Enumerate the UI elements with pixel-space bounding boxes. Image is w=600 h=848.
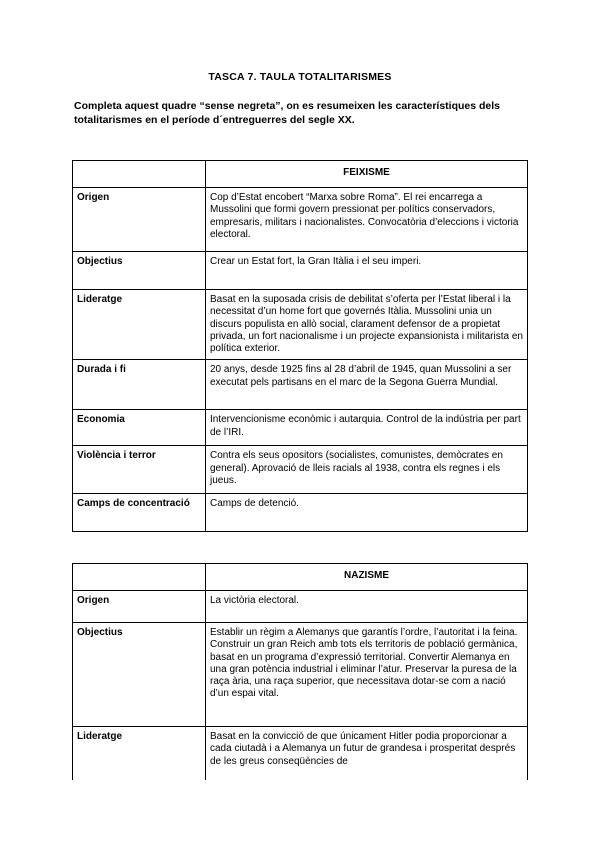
table-row [73,252,528,290]
row-text: Crear un Estat fort, la Gran Itàlia i el seu imperi. [206,252,528,290]
row-text: La victòria electoral. [206,591,528,623]
table-row [73,188,528,252]
table-row [73,727,528,787]
row-label: Origen [73,591,206,623]
table-row [73,290,528,360]
table-row [73,360,528,410]
table-header-row [73,564,528,591]
page-title: TASCA 7. TAULA TOTALITARISMES [208,71,392,83]
row-text: Intervencionisme econòmic i autarquia. Control de la indústria per part de l’IRI. [206,410,528,446]
table-row [73,494,528,532]
table-header: FEIXISME [206,161,528,188]
row-text: 20 anys, desde 1925 fins al 28 d’abril de 1945, quan Mussolini a ser executat pels partisans en el marc de la Segona Guerra Mundial. [206,360,528,410]
nazism-table [72,563,528,787]
empty-header-cell [73,161,206,188]
row-label: Economia [73,410,206,446]
row-label: Durada i fi [73,360,206,410]
row-text: Cop d’Estat encobert “Marxa sobre Roma”. El rei encarrega a Mussolini que formi govern pressionat per polítics conservadors, empresaris, militars i nacionalistes. Convocatòria d’eleccions i victoria electoral. [206,188,528,252]
table-row [73,623,528,727]
table-row [73,410,528,446]
empty-header-cell [73,564,206,591]
table-row [73,446,528,494]
table-header: NAZISME [206,564,528,591]
table-row [73,591,528,623]
row-label: Camps de concentració [73,494,206,532]
fascism-table [72,160,528,532]
row-text: Camps de detenció. [206,494,528,532]
row-text: Establir un règim a Alemanys que garantís l’ordre, l’autoritat i la feina. Construir un gran Reich amb tots els territoris de població germànica, basat en un programa d’expressió territorial. Convertir Alemanya en una gran potència industrial i eliminar l’atur. Preservar la puresa de la raça ària, una raça superior, que necessitava dotar-se com a nació d’un espai vital. [206,623,528,727]
row-label: Objectius [73,252,206,290]
page-bottom-margin [0,780,600,848]
row-label: Lideratge [73,290,206,360]
row-text: Basat en la convicció de que únicament Hitler podia proporcionar a cada ciutadà i a Alemanya un futur de grandesa i prosperitat després de les greus conseqüències de [206,727,528,787]
table-header-row [73,161,528,188]
row-label: Violència i terror [73,446,206,494]
row-label: Origen [73,188,206,252]
row-label: Lideratge [73,727,206,787]
intro-paragraph: Completa aquest quadre “sense negreta”, on es resumeixen les característiques dels totalitarismes en el període d´entreguerres del segle XX. [74,100,501,126]
row-text: Basat en la suposada crisis de debilitat s’oferta per l’Estat liberal i la necessitat d’un home fort que governés Itàlia. Mussolini unia un discurs populista en allò social, clarament defensor de a propietat privada, un fort nacionalisme i un projecte expansionista i militarista en política exterior. [206,290,528,360]
row-label: Objectius [73,623,206,727]
row-text: Contra els seus opositors (socialistes, comunistes, demòcrates en general). Aprovació de lleis racials al 1938, contra els regnes i els jueus. [206,446,528,494]
